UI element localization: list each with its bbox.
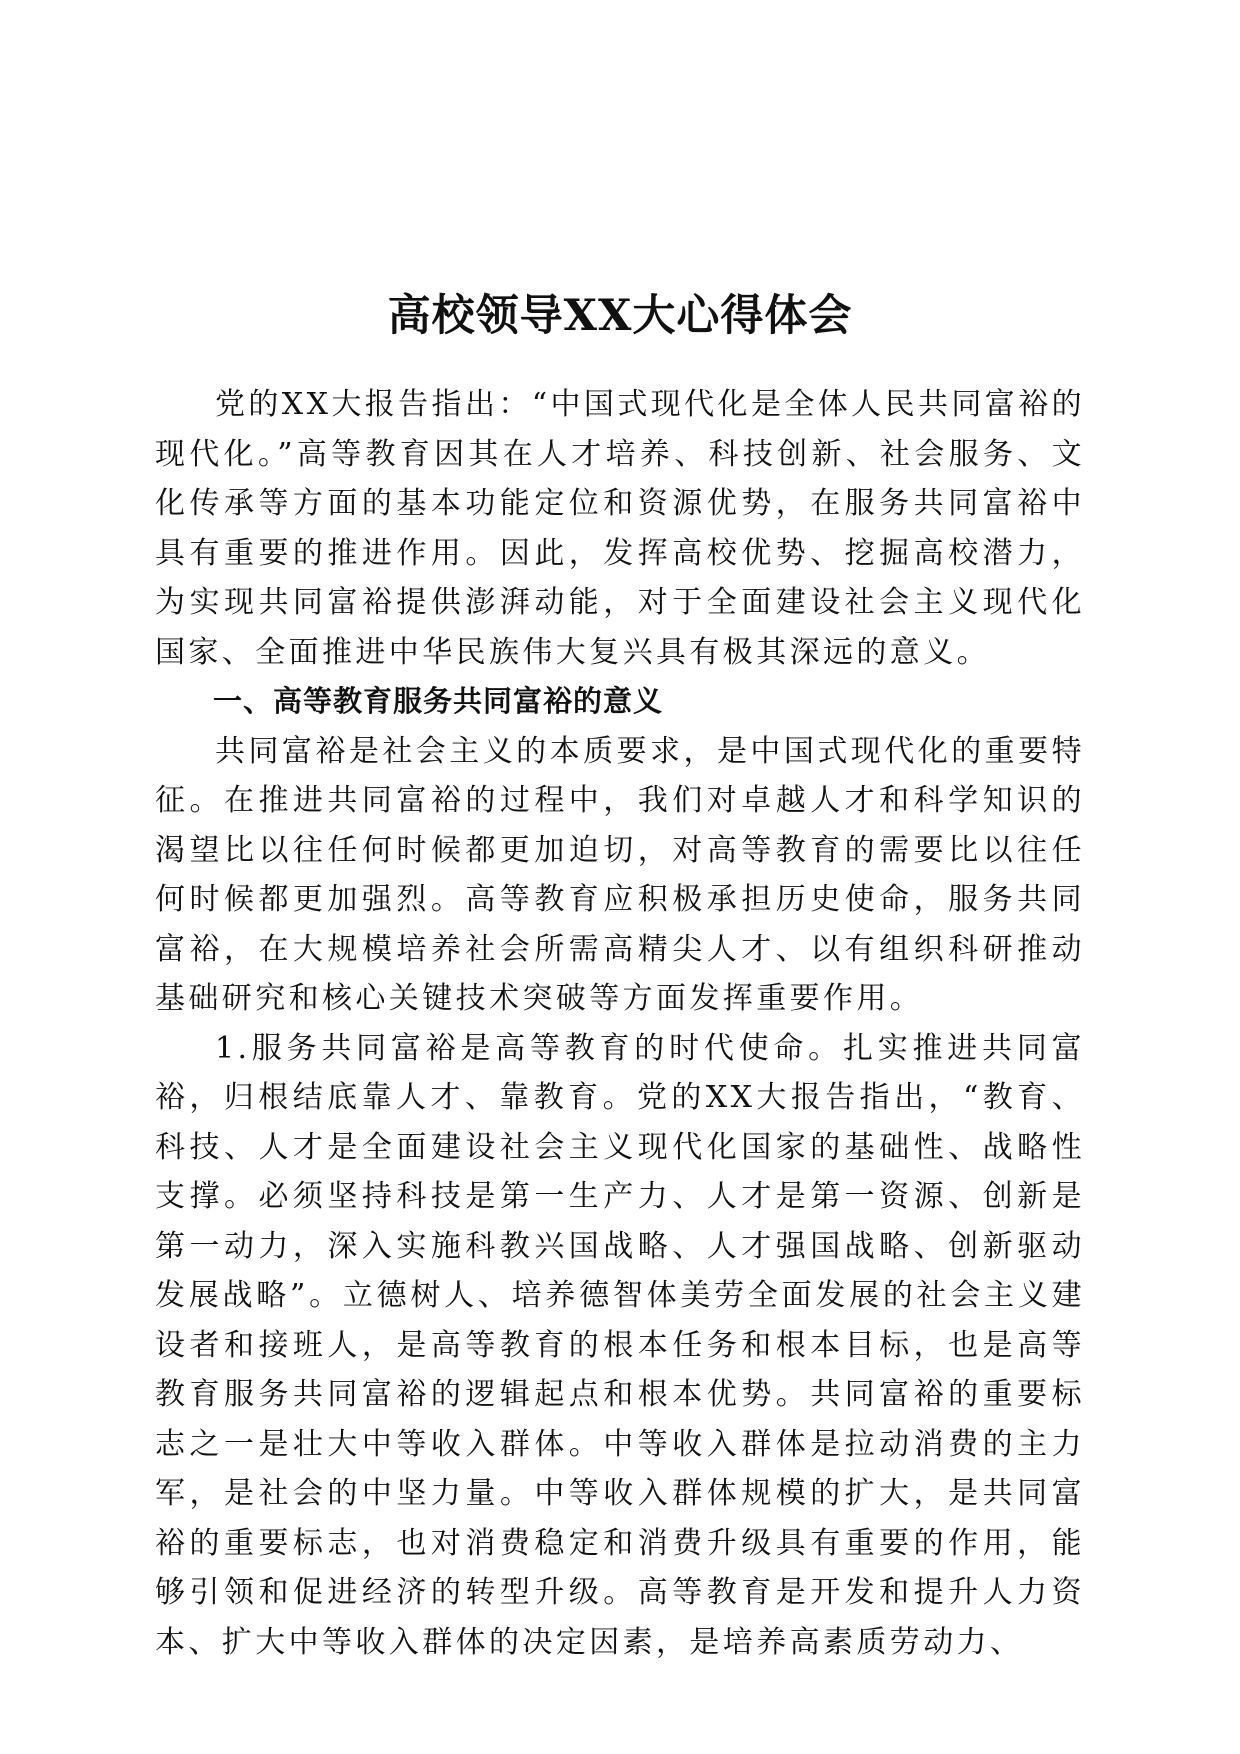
document-body (155, 380, 1085, 1667)
document-title: 高校领导XX大心得体会 (387, 290, 853, 341)
intro-paragraph: 党的XX大报告指出：“中国式现代化是全体人民共同富裕的现代化。”高等教育因其在人才培养、科技创新、社会服务、文化传承等方面的基本功能定位和资源优势，在服务共同富裕中具有重要的推进作用。因此，发挥高校优势、挖掘高校潜力，为实现共同富裕提供澎湃动能，对于全面建设社会主义现代化国家、全面推进中华民族伟大复兴具有极其深远的意义。 (155, 387, 1085, 670)
section-heading: 一、高等教育服务共同富裕的意义 (213, 684, 664, 718)
section-paragraph-1: 共同富裕是社会主义的本质要求，是中国式现代化的重要特征。在推进共同富裕的过程中，我们对卓越人才和科学知识的渴望比以往任何时候都更加迫切，对高等教育的需要比以往任何时候都更加强烈。高等教育应积极承担历史使命，服务共同富裕，在大规模培养社会所需高精尖人才、以有组织科研推动基础研究和核心关键技术突破等方面发挥重要作用。 (155, 733, 1085, 1016)
section-paragraph-2: 1.服务共同富裕是高等教育的时代使命。扎实推进共同富裕，归根结底靠人才、靠教育。党的XX大报告指出，“教育、科技、人才是全面建设社会主义现代化国家的基础性、战略性支撑。必须坚持科技是第一生产力、人才是第一资源、创新是第一动力，深入实施科教兴国战略、人才强国战略、创新驱动发展战略”。立德树人、培养德智体美劳全面发展的社会主义建设者和接班人，是高等教育的根本任务和根本目标，也是高等教育服务共同富裕的逻辑起点和根本优势。共同富裕的重要标志之一是壮大中等收入群体。中等收入群体是拉动消费的主力军，是社会的中坚力量。中等收入群体规模的扩大，是共同富裕的重要标志，也对消费稳定和消费升级具有重要的作用，能够引领和促进经济的转型升级。高等教育是开发和提升人力资本、扩大中等收入群体的决定因素，是培养高素质劳动力、 (155, 1030, 1085, 1660)
